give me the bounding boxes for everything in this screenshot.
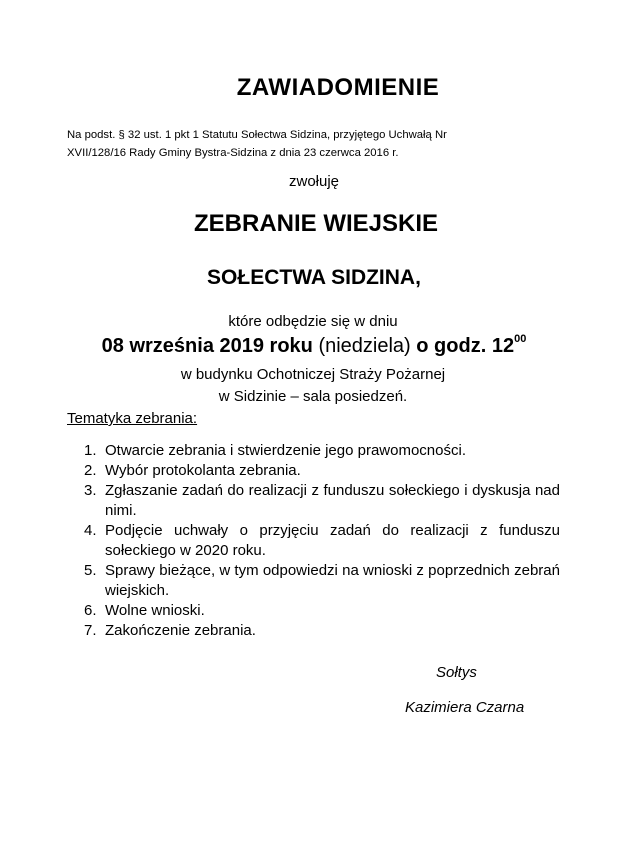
- agenda-item: [84, 601, 560, 621]
- meeting-date-line: [0, 335, 628, 358]
- agenda-item: [84, 521, 560, 561]
- venue-line-1: w budynku Ochotniczej Straży Pożarnej: [180, 366, 446, 383]
- village-name: SOŁECTWA SIDZINA,: [207, 266, 421, 289]
- agenda-item-text: Wolne wnioski.: [105, 602, 205, 619]
- legal-basis-line-1: Na podst. § 32 ust. 1 pkt 1 Statutu Sołectwa Sidzina, przyjętego Uchwałą Nr: [67, 129, 447, 141]
- meeting-time-minutes: 00: [514, 333, 527, 346]
- agenda-item-text: Sprawy bieżące, w tym odpowiedzi na wnioski z poprzednich zebrań wiejskich.: [105, 562, 560, 599]
- meeting-title: ZEBRANIE WIEJSKIE: [193, 210, 439, 237]
- agenda-item: [84, 621, 560, 641]
- convene-text: zwołuję: [288, 173, 340, 190]
- agenda-item-number: 1.: [84, 442, 97, 459]
- signature-role: Sołtys: [436, 664, 477, 681]
- legal-basis-line-2: XVII/128/16 Rady Gminy Bystra-Sidzina z dnia 23 czerwca 2016 r.: [67, 147, 399, 159]
- agenda-item: [84, 441, 560, 461]
- agenda-list: [84, 441, 560, 641]
- legal-basis: [67, 126, 537, 162]
- agenda-item: [84, 561, 560, 601]
- agenda-item-text: Zgłaszanie zadań do realizacji z funduszu sołeckiego i dyskusja nad nimi.: [105, 482, 560, 519]
- meeting-date: 08 września 2019 roku: [101, 335, 313, 357]
- agenda-item-number: 4.: [84, 522, 97, 539]
- agenda-item: [84, 481, 560, 521]
- occurs-text: które odbędzie się w dniu: [228, 313, 398, 330]
- agenda-item-text: Podjęcie uchwały o przyjęciu zadań do realizacji z funduszu sołeckiego w 2020 roku.: [105, 522, 560, 559]
- agenda-item-number: 6.: [84, 602, 97, 619]
- agenda-item-text: Wybór protokolanta zebrania.: [105, 462, 301, 479]
- agenda-item-number: 5.: [84, 562, 97, 579]
- agenda-item-text: Zakończenie zebrania.: [105, 622, 256, 639]
- venue-line-2: w Sidzinie – sala posiedzeń.: [218, 388, 408, 405]
- agenda-item-number: 7.: [84, 622, 97, 639]
- agenda-item-text: Otwarcie zebrania i stwierdzenie jego prawomocności.: [105, 442, 466, 459]
- agenda-label: Tematyka zebrania:: [67, 410, 198, 427]
- agenda-item: [84, 461, 560, 481]
- agenda-item-number: 3.: [84, 482, 97, 499]
- agenda-item-number: 2.: [84, 462, 97, 479]
- meeting-time: o godz. 12: [416, 335, 515, 357]
- meeting-day: (niedziela): [318, 335, 411, 357]
- signature-name: Kazimiera Czarna: [405, 699, 525, 716]
- notice-title: ZAWIADOMIENIE: [236, 74, 440, 101]
